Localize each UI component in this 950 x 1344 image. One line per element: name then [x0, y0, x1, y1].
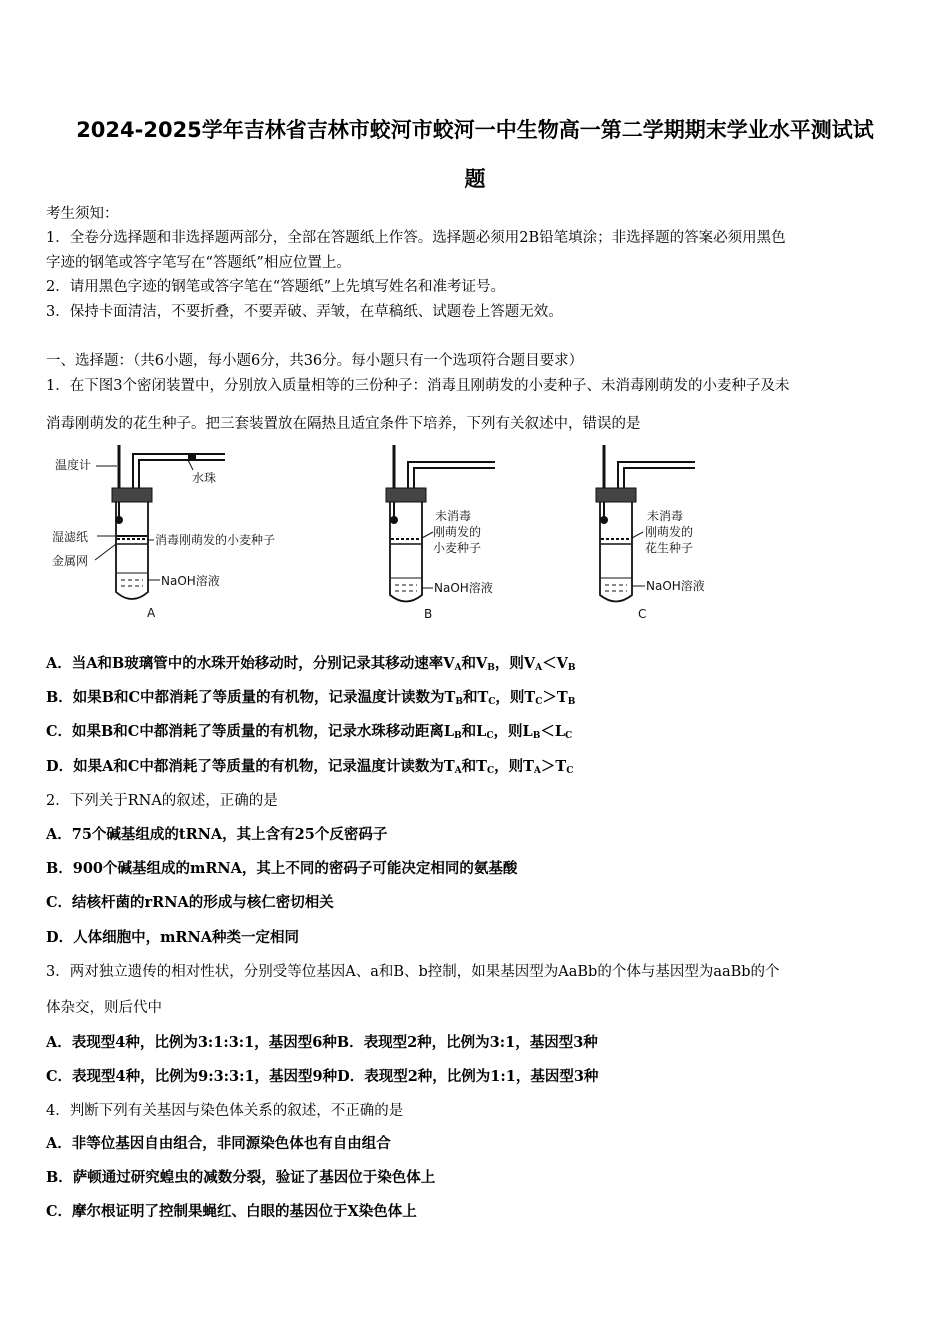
q1-option-d: D．如果A和C中都消耗了等质量的有机物，记录温度计读数为$T_A$和$T_C$，则$T_A>T_C$: [46, 758, 574, 776]
label-naoh-a: NaOH溶液: [161, 574, 220, 588]
label-naoh-b: NaOH溶液: [434, 581, 493, 595]
q2-option-a: A．75个碱基组成的tRNA，其上含有25个反密码子: [46, 826, 388, 843]
apparatus-c: [596, 445, 705, 621]
q1-option-b: B．如果B和C中都消耗了等质量的有机物，记录温度计读数为$T_B$和$T_C$，则$T_C>T_B$: [46, 689, 576, 707]
q1-stem-a: 1．在下图3个密闭装置中，分别放入质量相等的三份种子：消毒且刚萌发的小麦种子、未消毒刚萌发的小麦种子及未: [46, 378, 790, 394]
water-drop-a: [188, 455, 196, 459]
label-naoh-c: NaOH溶液: [646, 579, 705, 593]
label-letter-b: B: [424, 607, 433, 621]
label-thermometer: 温度计: [55, 458, 92, 472]
label-seeds-a: 消毒刚萌发的小麦种子: [155, 533, 276, 547]
q1-stem-b: 消毒刚萌发的花生种子。把三套装置放在隔热且适宜条件下培养，下列有关叙述中，错误的是: [46, 416, 641, 432]
label-letter-c: C: [638, 607, 647, 621]
q4-option-c: C．摩尔根证明了控制果蝇红、白眼的基因位于X染色体上: [46, 1203, 417, 1220]
notice-item-3: 3．保持卡面清洁，不要折叠，不要弄破、弄皱，在草稿纸、试题卷上答题无效。: [46, 304, 563, 320]
apparatus-a: [52, 445, 275, 620]
q4-stem: 4．判断下列有关基因与染色体关系的叙述，不正确的是: [46, 1103, 404, 1119]
q3-options-cd: C．表现型4种，比例为9:3:3:1，基因型9种D．表现型2种，比例为1:1，基因型3种: [46, 1068, 599, 1085]
notice-item-2: 2．请用黑色字迹的钢笔或答字笔在“答题纸”上先填写姓名和准考证号。: [46, 279, 506, 295]
q2-option-d: D．人体细胞中，mRNA种类一定相同: [46, 929, 299, 946]
q1-option-a: A．当A和B玻璃管中的水珠开始移动时，分别记录其移动速率$V_A$和$V_B$，则$V_A<V_B$: [46, 655, 576, 673]
q4-option-a: A．非等位基因自由组合，非同源染色体也有自由组合: [46, 1135, 391, 1152]
q2-stem: 2．下列关于RNA的叙述，正确的是: [46, 793, 278, 809]
notice-heading: 考生须知：: [46, 206, 119, 222]
label-seeds-c-l1: 未消毒: [647, 509, 684, 523]
exam-title-line2: 题: [464, 167, 486, 191]
q2-option-b: B．900个碱基组成的mRNA，其上不同的密码子可能决定相同的氨基酸: [46, 860, 518, 877]
q3-stem-a: 3．两对独立遗传的相对性状，分别受等位基因A、a和B、b控制，如果基因型为AaBb的个体与基因型为aaBb的个: [46, 964, 780, 980]
notice-item-1a: 1．全卷分选择题和非选择题两部分，全部在答题纸上作答。选择题必须用2B铅笔填涂；非选择题的答案必须用黑色: [46, 230, 786, 246]
label-seeds-c-l2: 刚萌发的: [645, 525, 694, 539]
label-filter-paper: 湿滤纸: [52, 530, 89, 544]
q2-option-c: C．结核杆菌的rRNA的形成与核仁密切相关: [46, 894, 334, 911]
exam-title-line1: 2024-2025学年吉林省吉林市蛟河市蛟河一中生物高一第二学期期末学业水平测试试: [76, 118, 874, 142]
q1-option-c: C．如果B和C中都消耗了等质量的有机物，记录水珠移动距离$L_B$和$L_C$，则$L_B<L_C$: [46, 723, 573, 741]
label-seeds-b-l3: 小麦种子: [433, 541, 482, 555]
section-heading: 一、选择题：（共6小题，每小题6分，共36分。每小题只有一个选项符合题目要求）: [46, 353, 584, 369]
q3-stem-b: 体杂交，则后代中: [46, 1000, 162, 1016]
notice-item-1b: 字迹的钢笔或答字笔写在“答题纸”相应位置上。: [46, 255, 351, 271]
apparatus-figure: [0, 440, 950, 630]
apparatus-b: [386, 445, 495, 621]
label-seeds-b-l1: 未消毒: [435, 509, 472, 523]
q3-options-ab: A．表现型4种，比例为3:1:3:1，基因型6种B．表现型2种，比例为3:1，基因型3种: [46, 1034, 598, 1051]
label-water-drop: 水珠: [192, 471, 217, 485]
label-metal-mesh: 金属网: [52, 554, 89, 568]
label-seeds-b-l2: 刚萌发的: [433, 525, 482, 539]
q4-option-b: B．萨顿通过研究蝗虫的减数分裂，验证了基因位于染色体上: [46, 1169, 436, 1186]
label-seeds-c-l3: 花生种子: [645, 541, 694, 555]
stopper-a: [112, 488, 152, 502]
label-letter-a: A: [147, 606, 156, 620]
